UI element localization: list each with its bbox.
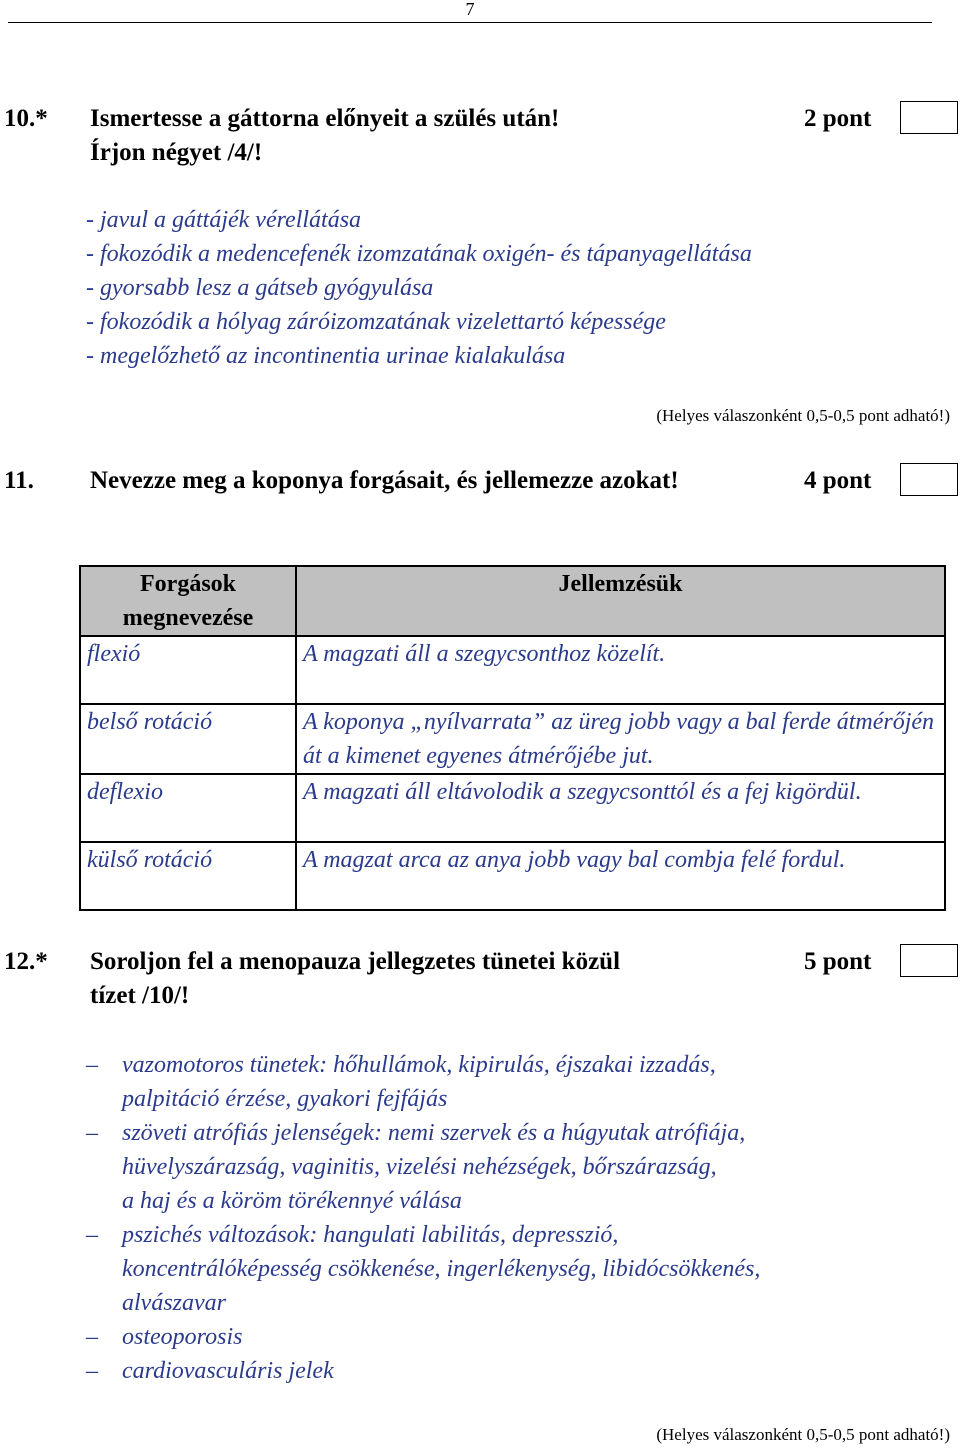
- table-row: [80, 636, 945, 704]
- list-item-line: hüvelyszárazság, vaginitis, vizelési nehézségek, bőrszárazság,: [122, 1154, 717, 1180]
- table-row: [80, 704, 945, 774]
- answer-list-10: [86, 203, 752, 373]
- question-line: Soroljon fel a menopauza jellegzetes tünetei közül: [90, 948, 621, 975]
- question-number: 10.*: [4, 105, 48, 132]
- scoring-note: (Helyes válaszonként 0,5-0,5 pont adható!): [656, 1425, 950, 1444]
- table-cell: A magzat arca az anya jobb vagy bal combja felé fordul.: [296, 842, 945, 910]
- points-label: 2 pont: [804, 105, 872, 132]
- answer-line: - megelőzhető az incontinentia urinae kialakulása: [86, 343, 566, 369]
- list-item-line: palpitáció érzése, gyakori fejfájás: [122, 1086, 448, 1112]
- dash-bullet: –: [86, 1222, 98, 1248]
- question-number: 11.: [4, 467, 34, 494]
- list-item-line: cardiovasculáris jelek: [122, 1358, 334, 1384]
- question-text: Nevezze meg a koponya forgásait, és jellemezze azokat!: [90, 467, 679, 494]
- answer-line: - fokozódik a hólyag záróizomzatának vizelettartó képessége: [86, 309, 666, 335]
- table-header-cell: Forgások megnevezése: [80, 566, 296, 636]
- symptom-list: [86, 1048, 760, 1388]
- dash-bullet: –: [86, 1120, 98, 1146]
- dash-bullet: –: [86, 1324, 98, 1350]
- table-header-cell: Jellemzésük: [296, 566, 945, 636]
- page-number: 7: [465, 0, 475, 19]
- points-label: 4 pont: [804, 467, 872, 494]
- score-box-12[interactable]: [900, 944, 958, 977]
- points-label: 5 pont: [804, 948, 872, 975]
- list-item-line: alvászavar: [122, 1290, 226, 1316]
- question-number: 12.*: [4, 948, 48, 975]
- table-cell: deflexio: [80, 774, 296, 842]
- table-cell: belső rotáció: [80, 704, 296, 774]
- table-cell: A magzati áll eltávolodik a szegycsonttól és a fej kigördül.: [296, 774, 945, 842]
- list-item: [86, 1320, 760, 1354]
- table-cell: A magzati áll a szegycsonthoz közelít.: [296, 636, 945, 704]
- list-item: [86, 1116, 760, 1218]
- list-item-line: vazomotoros tünetek: hőhullámok, kipirulás, éjszakai izzadás,: [122, 1052, 716, 1078]
- question-line: Írjon négyet /4/!: [90, 139, 263, 166]
- dash-bullet: –: [86, 1052, 98, 1078]
- table-cell: külső rotáció: [80, 842, 296, 910]
- list-item-line: pszichés változások: hangulati labilitás, depresszió,: [122, 1222, 619, 1248]
- table-row: [80, 842, 945, 910]
- question-line: tízet /10/!: [90, 982, 190, 1009]
- header-rule: [8, 22, 932, 23]
- list-item-line: a haj és a köröm törékennyé válása: [122, 1188, 462, 1214]
- answer-line: - javul a gáttájék vérellátása: [86, 207, 362, 233]
- table-cell: A koponya „nyílvarrata” az üreg jobb vagy a bal ferde átmérőjén át a kimenet egyenes átmérőjébe jut.: [296, 704, 945, 774]
- question-line: Ismertesse a gáttorna előnyeit a szülés után!: [90, 105, 560, 132]
- dash-bullet: –: [86, 1358, 98, 1384]
- answer-line: - gyorsabb lesz a gátseb gyógyulása: [86, 275, 434, 301]
- list-item: [86, 1048, 760, 1116]
- score-box-11[interactable]: [900, 463, 958, 496]
- scoring-note: (Helyes válaszonként 0,5-0,5 pont adható!): [656, 406, 950, 425]
- question-text: [90, 945, 790, 1013]
- list-item-line: osteoporosis: [122, 1324, 243, 1350]
- list-item-line: koncentrálóképesség csökkenése, ingerlékenység, libidócsökkenés,: [122, 1256, 761, 1282]
- list-item-line: szöveti atrófiás jelenségek: nemi szervek és a húgyutak atrófiája,: [122, 1120, 746, 1146]
- score-box-10[interactable]: [900, 101, 958, 134]
- table-row: [80, 774, 945, 842]
- question-text: [90, 102, 790, 170]
- list-item: [86, 1218, 760, 1320]
- rotations-table: [79, 565, 946, 911]
- answer-line: - fokozódik a medencefenék izomzatának oxigén- és tápanyagellátása: [86, 241, 752, 267]
- list-item: [86, 1354, 760, 1388]
- table-cell: flexió: [80, 636, 296, 704]
